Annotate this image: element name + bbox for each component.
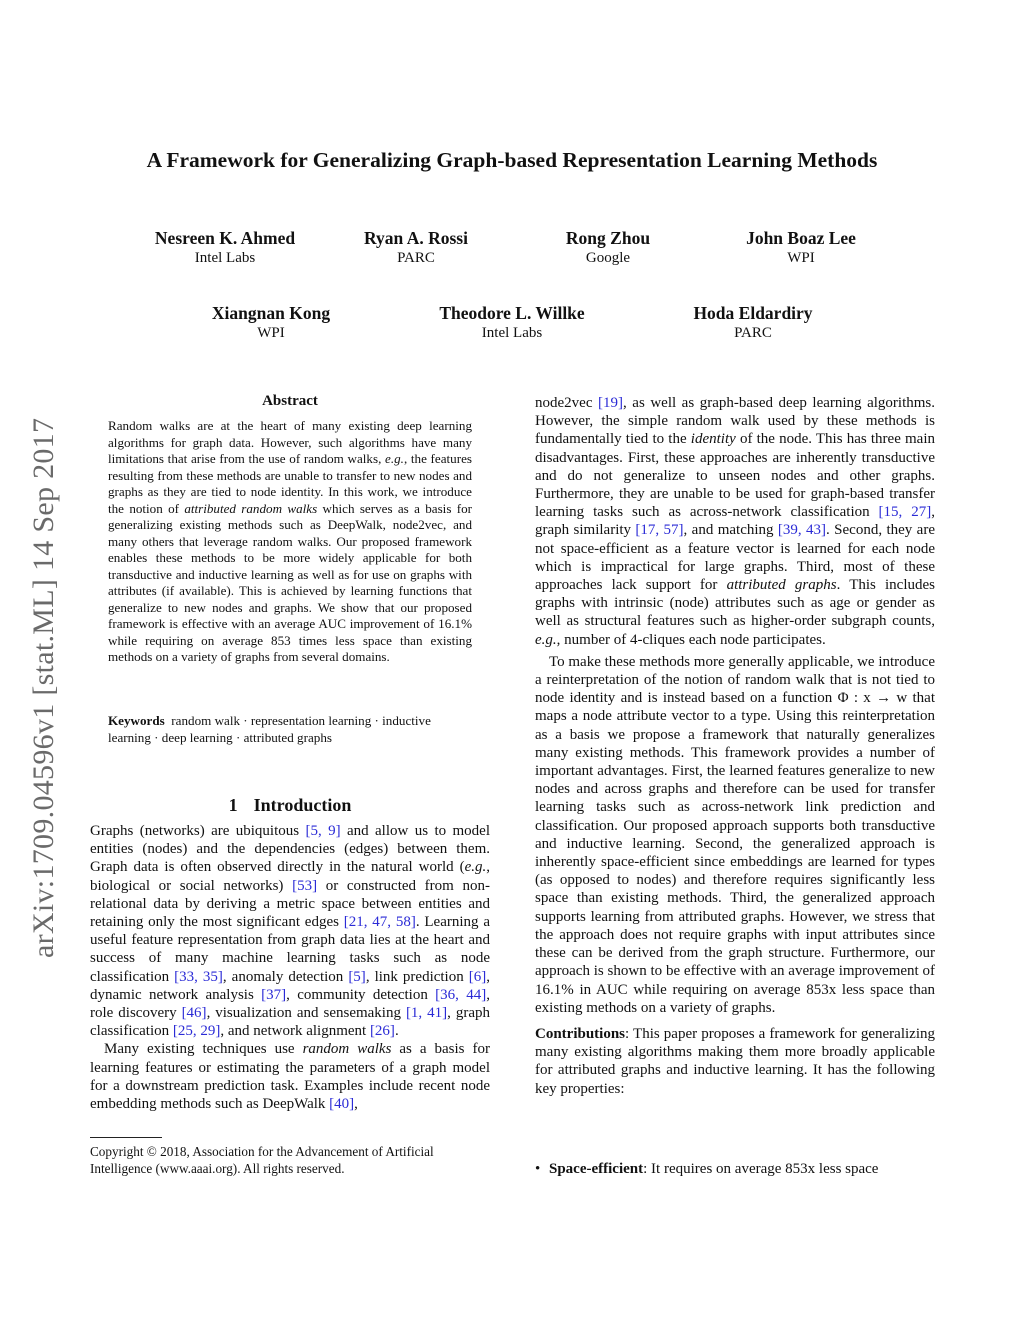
footnote-divider [90, 1137, 162, 1138]
text-run: e.g. [535, 631, 557, 648]
citation-link[interactable]: [39, 43] [777, 522, 827, 539]
text-run: , biological or social networks) [90, 859, 490, 894]
author-name: John Boaz Lee [746, 228, 856, 248]
text-run: , visualization and sensemaking [206, 1005, 406, 1022]
citation-link[interactable]: [17, 57] [635, 522, 684, 539]
bullet-space-efficient [535, 1160, 935, 1178]
citation-link[interactable]: [36, 44] [435, 986, 487, 1003]
text-run: , graph classification [90, 1005, 491, 1040]
keywords [108, 713, 472, 746]
text-run: , the features resulting from these methods are unable to transfer to new nodes and graphs as they are tied to node identity. In this work, we introduce the notion of [108, 451, 472, 516]
math-function: Φ : x → w [837, 690, 908, 707]
left-column [90, 822, 490, 1113]
citation-link[interactable]: [25, 29] [172, 1023, 221, 1040]
citation-link[interactable]: [21, 47, 58] [343, 914, 416, 931]
bullet-label: Space-efficient [549, 1161, 644, 1177]
text-run: , anomaly detection [222, 968, 349, 985]
text-run: , number of 4-cliques each node participates. [556, 631, 826, 648]
text-run: Graphs (networks) are ubiquitous [90, 823, 306, 839]
citation-link[interactable]: [1, 41] [405, 1005, 448, 1022]
right-paragraph-1 [535, 394, 935, 649]
text-run: or constructed from non-relational data by deriving a metric space between entities and retaining only the most significant edges [90, 877, 490, 931]
citation-link[interactable]: [6] [468, 968, 487, 985]
author-name: Rong Zhou [565, 228, 651, 248]
text-run: , and network alignment [220, 1023, 370, 1040]
citation-link[interactable]: [5] [348, 968, 366, 985]
text-run: . Learning a useful feature representation from graph data lies at the heart and success of many machine learning tasks such as node classification [90, 914, 490, 985]
author-kong [151, 303, 391, 343]
text-run: identity [690, 431, 736, 448]
keywords-label: Keywords [108, 713, 165, 728]
text-run: , role discovery [90, 986, 490, 1022]
contributions-paragraph [535, 1025, 935, 1098]
text-run: of the node. This has three main disadvantages. First, these approaches are inherently transductive and do not generalize to unseen nodes and other graphs. Furthermore, they are unable to be used for graph-based transfer learning tasks such as across-network classification [535, 431, 936, 521]
text-run: : This paper proposes a framework for generalizing many existing algorithms making them more broadly applicable for attributed graphs and inductive learning. It has the following key properties: [535, 1025, 935, 1097]
author-name: Theodore L. Willke [439, 303, 585, 323]
keywords-text: random walk · representation learning · inductive learning · deep learning · attributed graphs [108, 713, 431, 745]
text-run: . Second, they are not space-efficient as a feature vector is learned for each node which is impractical for large graphs. Third, most of these approaches lack support for [535, 522, 935, 594]
arxiv-identifier: arXiv:1709.04596v1 [stat.ML] 14 Sep 2017 [27, 417, 60, 958]
text-run: and allow us to model entities (nodes) and the dependencies (edges) between them. Graph data is often observed directly in the natural world ( [90, 823, 490, 876]
intro-paragraph-1 [90, 822, 490, 1040]
text-run: that maps a node attribute vector to a type. Using this reinterpretation as a basis we propose a framework that naturally generalizes many existing methods. This framework provides a number of important advantages. First, the learned features generalize to new nodes and across graphs and therefore can be used for transfer learning tasks such as across-network link prediction and classification. Our proposed approach supports both transductive and inductive learning. Second, the generalized approach is inherently space-efficient since embeddings are learned for types (as opposed to nodes) and therefore requires significantly less space than existing methods. Third, the generalized approach supports learning from attributed graphs. However, we stress that the approach does not require graphs with input attributes since these can be derived from the graph structure. Furthermore, our approach is shown to be effective with an average improvement of 16.1% in AUC while requiring on average 853x less space than existing methods on a variety of graphs. [535, 690, 936, 1016]
text-run: , community detection [286, 986, 436, 1003]
citation-link[interactable]: [33, 35] [174, 968, 223, 985]
author-affiliation: PARC [397, 250, 435, 266]
author-affiliation: PARC [734, 325, 772, 341]
text-run: : It requires on average 853x less space [643, 1161, 879, 1177]
author-willke [392, 303, 632, 343]
text-run: as a basis for learning features or estimating the parameters of a graph model for a downstream prediction task. Examples include recent node embedding methods such as DeepWalk [90, 1041, 490, 1113]
abstract-body [108, 418, 472, 666]
author-eldardiry [633, 303, 873, 343]
text-run: Many existing techniques use [104, 1041, 303, 1058]
citation-link[interactable]: [46] [181, 1005, 207, 1022]
text-run: , link prediction [365, 968, 469, 985]
citation-link[interactable]: [26] [369, 1023, 395, 1040]
section-title: Introduction [253, 795, 352, 815]
citation-link[interactable]: [37] [261, 986, 287, 1003]
text-run: , as well as graph-based deep learning algorithms. However, the simple random walk used by these methods is fundamentally tied to the [535, 395, 935, 448]
author-name: Xiangnan Kong [211, 303, 331, 323]
text-run: Random walks are at the heart of many existing deep learning algorithms for graph data. However, such algorithms have many limitations that arise from the use of random walks, [108, 418, 472, 466]
text-run: which serves as a basis for generalizing existing methods such as DeepWalk, node2vec, and many others that leverage random walks. Our proposed framework enables these methods to be more widely applicable for both transductive and inductive learning as well as for use on graphs with attributes (if available). This is achieved by learning functions that generalize to new nodes and graphs. We show that our proposed framework is effective with an average AUC improvement of 16.1% while requiring on average 853 times less space than existing methods on a variety of graphs from several domains. [108, 500, 472, 664]
citation-link[interactable]: [53] [292, 877, 318, 894]
author-name: Hoda Eldardiry [693, 303, 813, 323]
citation-link[interactable]: [19] [598, 395, 624, 411]
text-run: node2vec [535, 395, 599, 411]
text-run: attributed graphs [726, 577, 837, 594]
author-name: Nesreen K. Ahmed [154, 228, 296, 248]
right-paragraph-2 [535, 653, 935, 1017]
author-name: Ryan A. Rossi [364, 228, 468, 248]
bullet-marker: • [535, 1161, 541, 1177]
citation-link[interactable]: [40] [329, 1096, 355, 1113]
citation-link[interactable]: [15, 27] [878, 504, 932, 521]
text-run: e.g. [385, 451, 404, 466]
paper-title: A Framework for Generalizing Graph-based Representation Learning Methods [146, 148, 878, 172]
text-run: , and matching [683, 522, 778, 539]
text-run: . [394, 1023, 399, 1040]
text-run: , dynamic network analysis [90, 968, 490, 1003]
author-affiliation: WPI [257, 325, 285, 341]
abstract-paragraph [108, 418, 472, 666]
author-affiliation: Intel Labs [481, 325, 543, 341]
text-run: e.g. [464, 859, 487, 876]
author-affiliation: Google [585, 250, 631, 266]
right-column [535, 394, 935, 1098]
text-run: , graph similarity [535, 504, 935, 539]
text-run: To make these methods more generally applicable, we introduce a reinterpretation of the notion of random walk that is not tied to node identity and is instead based on a function [535, 653, 935, 707]
author-lee [681, 228, 921, 268]
section-heading-introduction [90, 795, 490, 816]
section-number: 1 [228, 795, 238, 815]
abstract-heading: Abstract [262, 393, 318, 409]
contributions-label: Contributions [535, 1025, 626, 1042]
copyright-footnote: Copyright © 2018, Association for the Advancement of Artificial Intelligence (www.aaai.org). All rights reserved. [90, 1144, 434, 1176]
citation-link[interactable]: [5, 9] [305, 823, 341, 839]
author-affiliation: WPI [787, 250, 815, 266]
text-run: random walks [302, 1041, 392, 1058]
intro-paragraph-2 [90, 1040, 490, 1113]
author-affiliation: Intel Labs [194, 250, 256, 266]
text-run: attributed random walks [184, 500, 318, 516]
text-run: . This includes graphs with intrinsic (node) attributes such as age or gender as well as structural features such as higher-order subgraph counts, [535, 577, 936, 630]
text-run: , [354, 1096, 358, 1113]
